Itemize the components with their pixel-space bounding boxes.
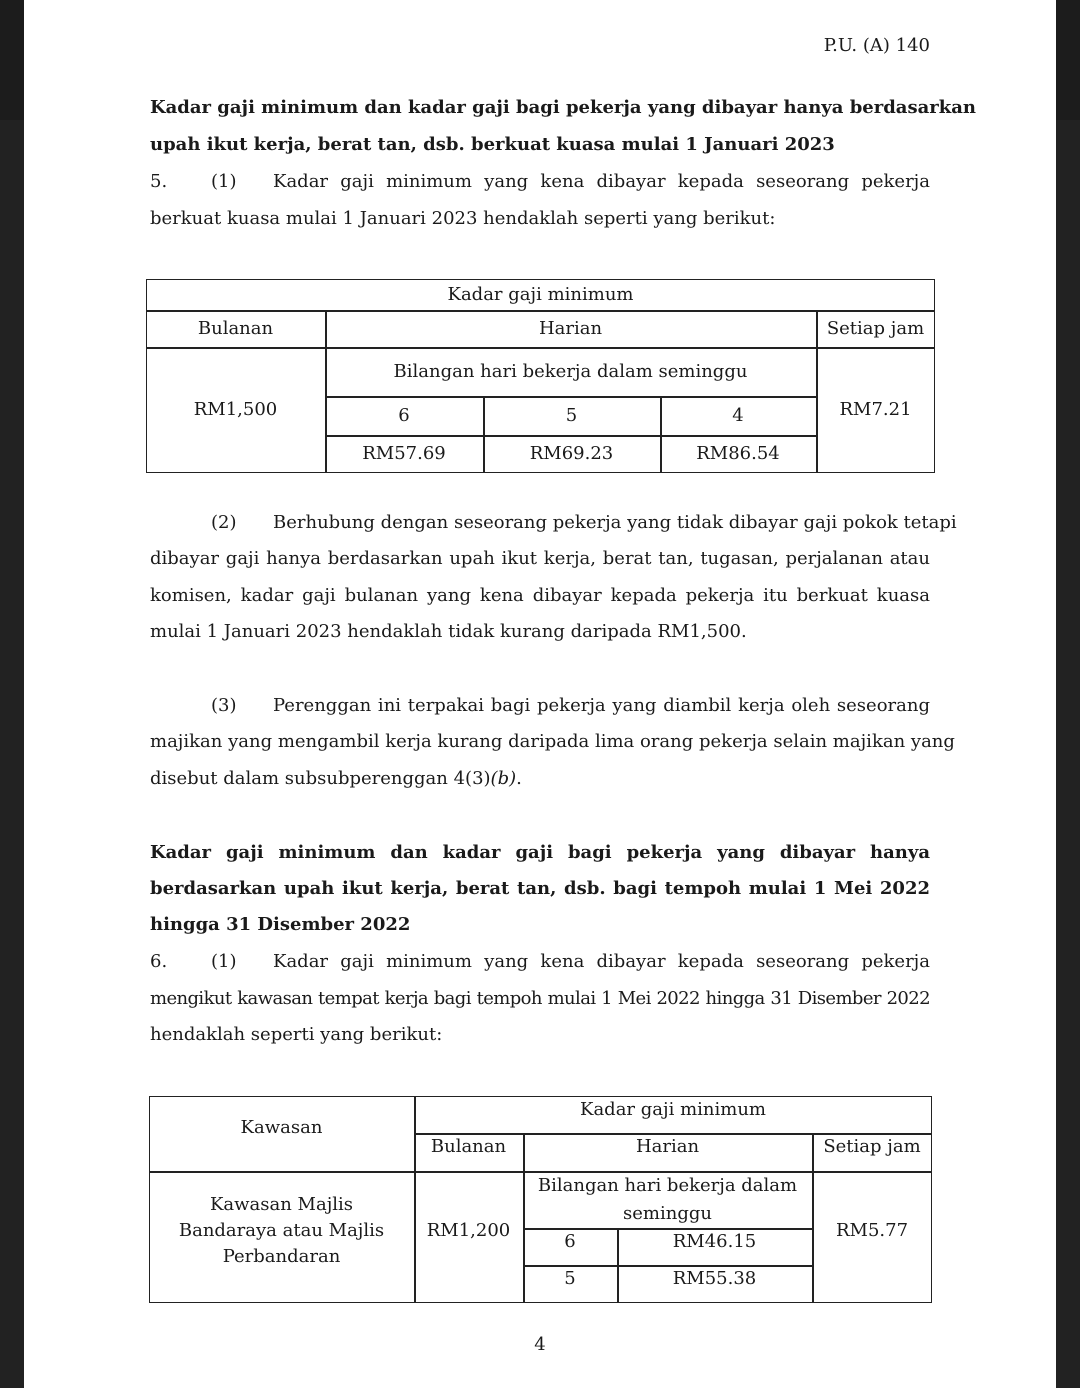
table1-days-5: 5 bbox=[565, 404, 578, 426]
section5-heading-line2: upah ikut kerja, berat tan, dsb. berkuat kuasa mulai 1 Januari 2023 bbox=[150, 134, 835, 155]
section5-p2-line4: mulai 1 Januari 2023 hendaklah tidak kurang daripada RM1,500. bbox=[150, 621, 747, 642]
section5-number: 5. bbox=[150, 171, 168, 192]
section6-p1-line3: hendaklah seperti yang berikut: bbox=[150, 1024, 443, 1045]
section6-heading-line2: berdasarkan upah ikut kerja, berat tan, dsb. bagi tempoh mulai 1 Mei 2022 bbox=[150, 878, 930, 899]
table1-monthly-value: RM1,500 bbox=[193, 399, 278, 420]
table2-days-5: 5 bbox=[564, 1268, 576, 1289]
table1-daily-5: RM69.23 bbox=[529, 443, 614, 464]
table2-days-6: 6 bbox=[564, 1231, 576, 1252]
viewer-right-margin bbox=[1056, 0, 1080, 1388]
section5-p3-line2: majikan yang mengambil kerja kurang daripada lima orang pekerja selain majikan yang bbox=[150, 731, 955, 752]
table2-daily-5: RM55.38 bbox=[672, 1268, 757, 1289]
section6-sub1-label: (1) bbox=[211, 951, 237, 972]
table1-days-label: Bilangan hari bekerja dalam seminggu bbox=[393, 360, 748, 382]
section6-heading-line1: Kadar gaji minimum dan kadar gaji bagi pekerja yang dibayar hanya bbox=[150, 842, 930, 863]
section5-p2-line2: dibayar gaji hanya berdasarkan upah ikut kerja, berat tan, tugasan, perjalanan atau bbox=[150, 548, 930, 569]
section6-number: 6. bbox=[150, 951, 168, 972]
section5-p2-line3: komisen, kadar gaji bulanan yang kena dibayar kepada pekerja itu berkuat kuasa bbox=[150, 585, 930, 606]
table2-daily-6: RM46.15 bbox=[672, 1231, 757, 1252]
table2-days-label: Bilangan hari bekerja dalam seminggu bbox=[537, 1174, 798, 1224]
table2-title: Kadar gaji minimum bbox=[580, 1099, 766, 1120]
table1-title: Kadar gaji minimum bbox=[447, 283, 634, 305]
section5-sub1-label: (1) bbox=[211, 171, 237, 192]
viewer-left-margin bbox=[0, 0, 24, 1388]
section5-sub3-label: (3) bbox=[211, 695, 237, 716]
table1-header-daily: Harian bbox=[538, 317, 603, 339]
table1-daily-4: RM86.54 bbox=[696, 443, 780, 464]
section5-sub2-label: (2) bbox=[211, 512, 237, 533]
table1-days-6: 6 bbox=[398, 404, 410, 426]
table2-area-value: Kawasan Majlis Bandaraya atau Majlis Perbandaran bbox=[178, 1194, 385, 1267]
section6-heading-line3: hingga 31 Disember 2022 bbox=[150, 914, 411, 935]
table2-header-area: Kawasan bbox=[240, 1117, 323, 1138]
table1-hourly-value: RM7.21 bbox=[839, 399, 912, 420]
page-number: 4 bbox=[534, 1334, 546, 1355]
table2-monthly-value: RM1,200 bbox=[426, 1220, 511, 1241]
table1-days-4: 4 bbox=[732, 404, 744, 426]
gazette-reference: P.U. (A) 140 bbox=[823, 35, 930, 56]
section5-p2-line1: Berhubung dengan seseorang pekerja yang tidak dibayar gaji pokok tetapi bbox=[273, 512, 957, 533]
section5-p3-line1: Perenggan ini terpakai bagi pekerja yang diambil kerja oleh seseorang bbox=[273, 695, 930, 716]
section5-p1-line1: Kadar gaji minimum yang kena dibayar kepada seseorang pekerja bbox=[273, 171, 930, 192]
section5-heading-line1: Kadar gaji minimum dan kadar gaji bagi pekerja yang dibayar hanya berdasarkan bbox=[150, 97, 976, 118]
table1-header-monthly: Bulanan bbox=[197, 317, 274, 339]
section6-p1-line2: mengikut kawasan tempat kerja bagi tempoh mulai 1 Mei 2022 hingga 31 Disember 2022 bbox=[150, 988, 930, 1009]
section6-p1-line1: Kadar gaji minimum yang kena dibayar kepada seseorang pekerja bbox=[273, 951, 930, 972]
table2-header-daily: Harian bbox=[635, 1136, 700, 1157]
table2-hourly-value: RM5.77 bbox=[835, 1220, 909, 1241]
section5-p3-line3: disebut dalam subsubperenggan 4(3)(b). bbox=[150, 768, 522, 789]
table2-header-monthly: Bulanan bbox=[430, 1136, 507, 1157]
section5-p1-line2: berkuat kuasa mulai 1 Januari 2023 hendaklah seperti yang berikut: bbox=[150, 208, 776, 229]
table2-header-hourly: Setiap jam bbox=[823, 1136, 921, 1157]
table1-header-hourly: Setiap jam bbox=[826, 317, 925, 339]
table1-daily-6: RM57.69 bbox=[362, 443, 446, 464]
